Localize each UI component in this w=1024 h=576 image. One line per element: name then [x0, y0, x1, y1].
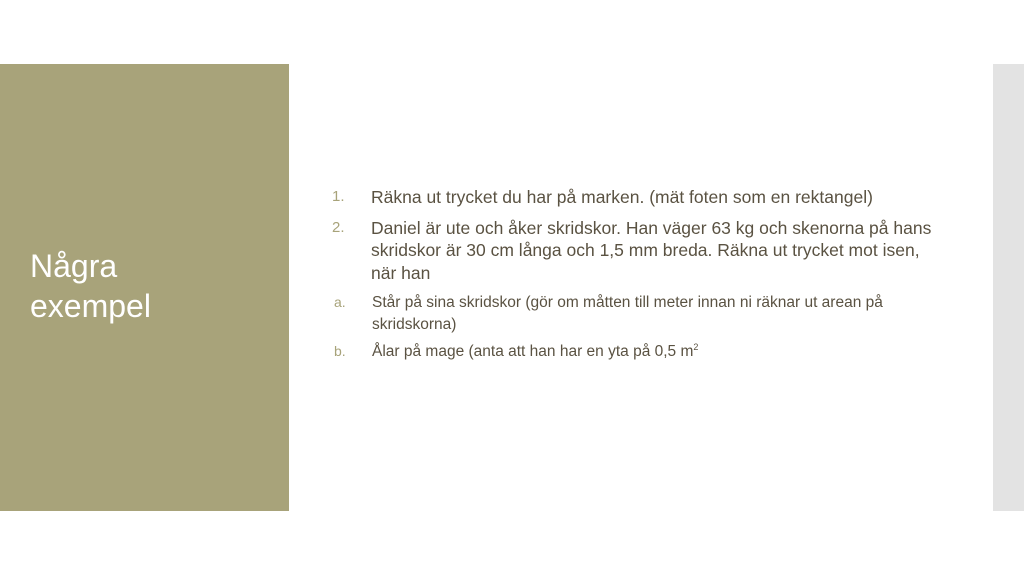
sublist-item-text: Ålar på mage (anta att han har en yta på 0,5 m	[372, 343, 694, 360]
sublist-marker: a.	[334, 294, 346, 310]
list-item-1	[330, 186, 940, 209]
slide-title-line-2: exempel	[30, 288, 151, 324]
sublist-item-text: Står på sina skridskor (gör om måtten till meter innan ni räknar ut arean på skridskorna)	[372, 294, 883, 333]
sublist	[330, 292, 940, 363]
list-marker: 1.	[332, 188, 345, 205]
slide-title-line-1: Några	[30, 248, 118, 284]
slide-title	[30, 246, 270, 326]
sublist-marker: b.	[334, 343, 346, 359]
right-accent-strip	[993, 64, 1024, 511]
list-marker: 2.	[332, 218, 345, 236]
sublist-item-a	[330, 292, 940, 335]
list-item-2	[330, 217, 940, 285]
list-item-text: Daniel är ute och åker skridskor. Han väger 63 kg och skenorna på hans skridskor är 30 cm långa och 1,5 mm breda. Räkna ut trycket mot isen, när han	[371, 217, 932, 283]
sublist-item-b	[330, 341, 940, 363]
list-item-text: Räkna ut trycket du har på marken. (mät foten som en rektangel)	[371, 187, 873, 207]
superscript-exponent: 2	[693, 341, 699, 352]
content-list	[330, 186, 940, 369]
